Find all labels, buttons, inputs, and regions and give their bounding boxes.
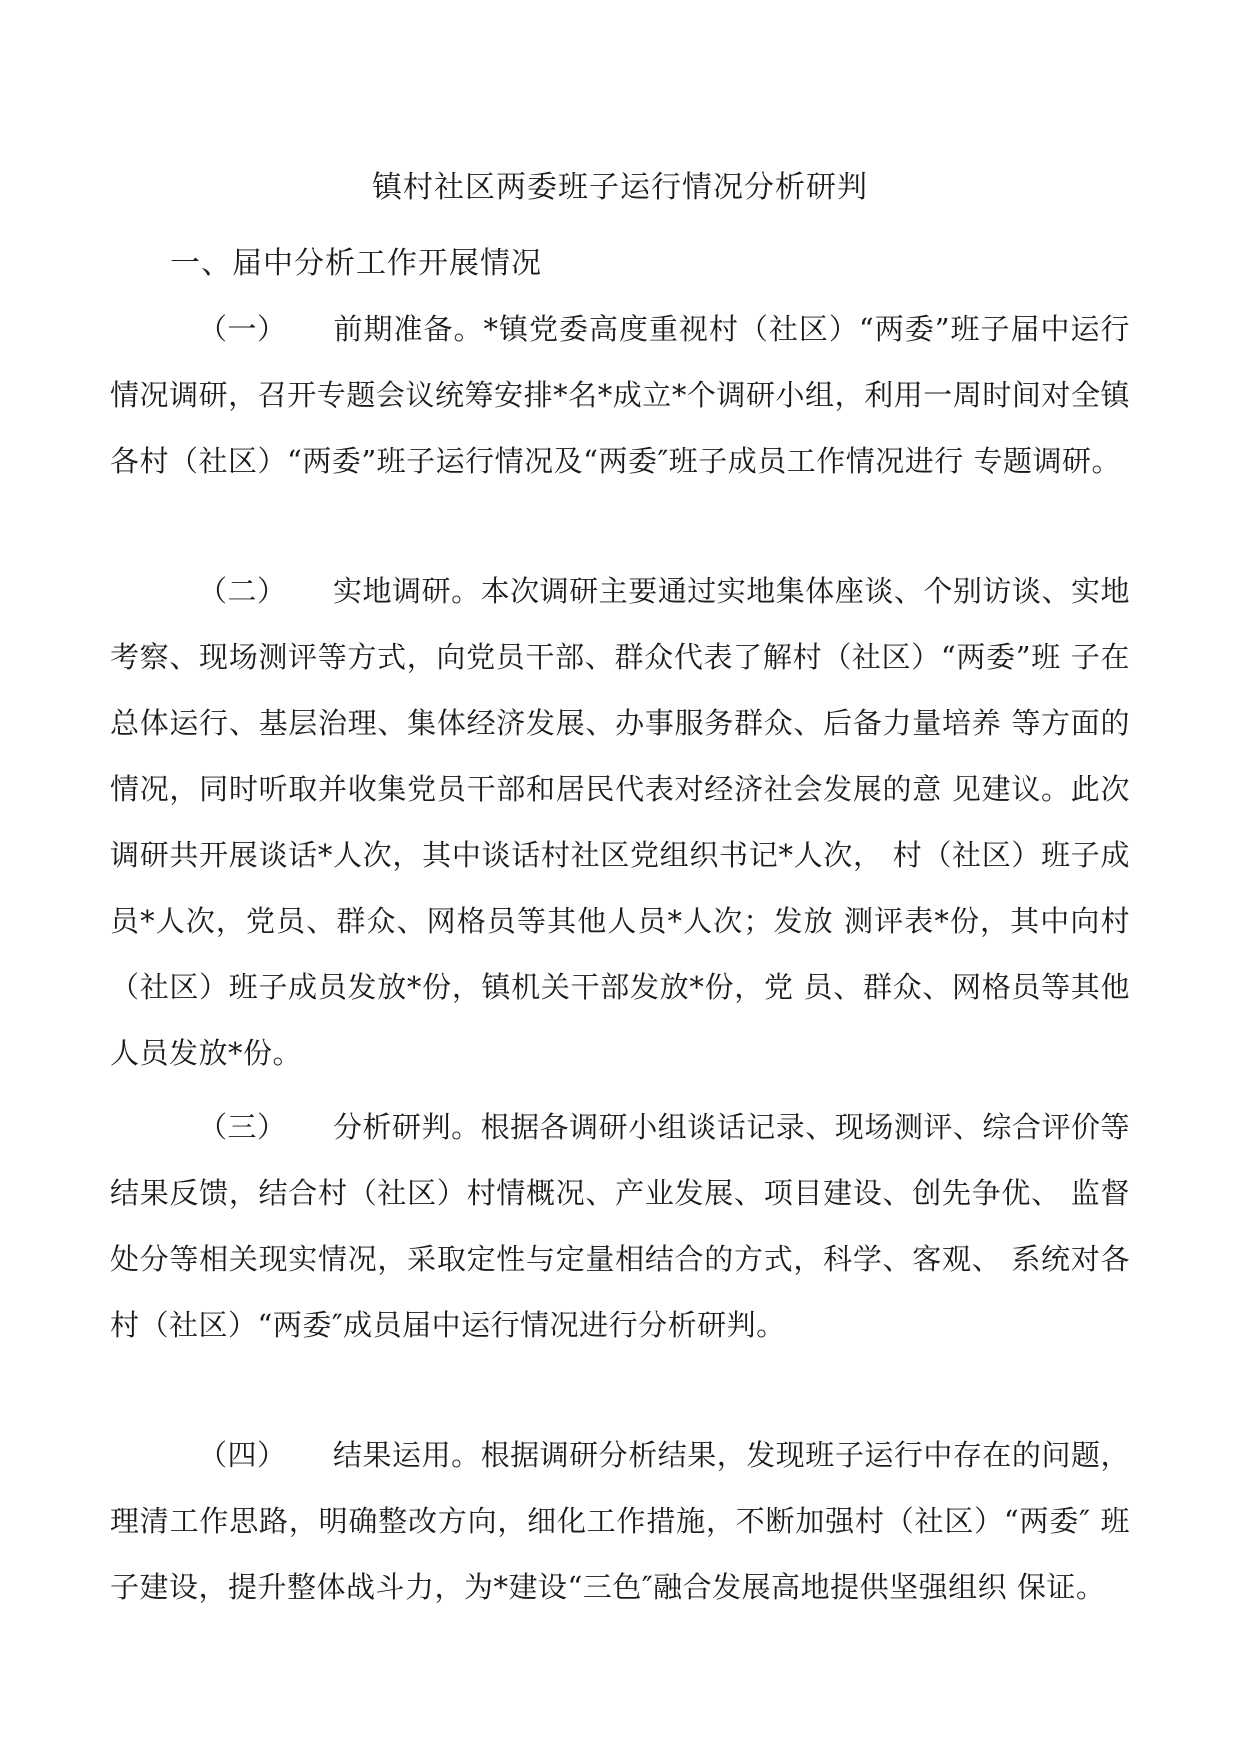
document-title: 镇村社区两委班子运行情况分析研判 [372,170,868,205]
paragraph-1 [110,296,1130,494]
paragraph-text: 结果运用。根据调研分析结果，发现班子运行中存在的问题，理清工作思路，明确整改方向，细化工作措施，不断加强村（社区）“两委″ 班子建设，提升整体战斗力，为*建设“三色″融合发展高地提供坚强组织 保证。 [110,1438,1130,1604]
paragraph-number: （一） [198,312,287,346]
paragraph-number: （四） [198,1438,287,1472]
paragraph-text: 分析研判。根据各调研小组谈话记录、现场测评、综合评价等结果反馈，结合村（社区）村情概况、产业发展、项目建设、创先争优、 监督处分等相关现实情况，采取定性与定量相结合的方式，科学、客观、 系统对各村（社区）“两委″成员届中运行情况进行分析研判。 [110,1110,1130,1342]
section-heading: 一、届中分析工作开展情况 [170,246,542,281]
paragraph-4 [110,1422,1130,1620]
paragraph-number: （三） [198,1110,287,1144]
paragraph-3 [110,1094,1130,1358]
paragraph-text: 实地调研。本次调研主要通过实地集体座谈、个别访谈、实地考察、现场测评等方式，向党员干部、群众代表了解村（社区）“两委”班 子在总体运行、基层治理、集体经济发展、办事服务群众、后备力量培养 等方面的情况，同时听取并收集党员干部和居民代表对经济社会发展的意 见建议。此次调研共开展谈话*人次，其中谈话村社区党组织书记*人次， 村（社区）班子成员*人次，党员、群众、网格员等其他人员*人次；发放 测评表*份，其中向村（社区）班子成员发放*份，镇机关干部发放*份，党 员、群众、网格员等其他人员发放*份。 [110,574,1130,1070]
paragraph-text: 前期准备。*镇党委高度重视村（社区）“两委”班子届中运行 情况调研，召开专题会议统筹安排*名*成立*个调研小组，利用一周时间对全镇各村（社区）“两委”班子运行情况及“两委″班子成员工作情况进行 专题调研。 [110,312,1130,478]
paragraph-2 [110,558,1130,1086]
paragraph-number: （二） [198,574,287,608]
